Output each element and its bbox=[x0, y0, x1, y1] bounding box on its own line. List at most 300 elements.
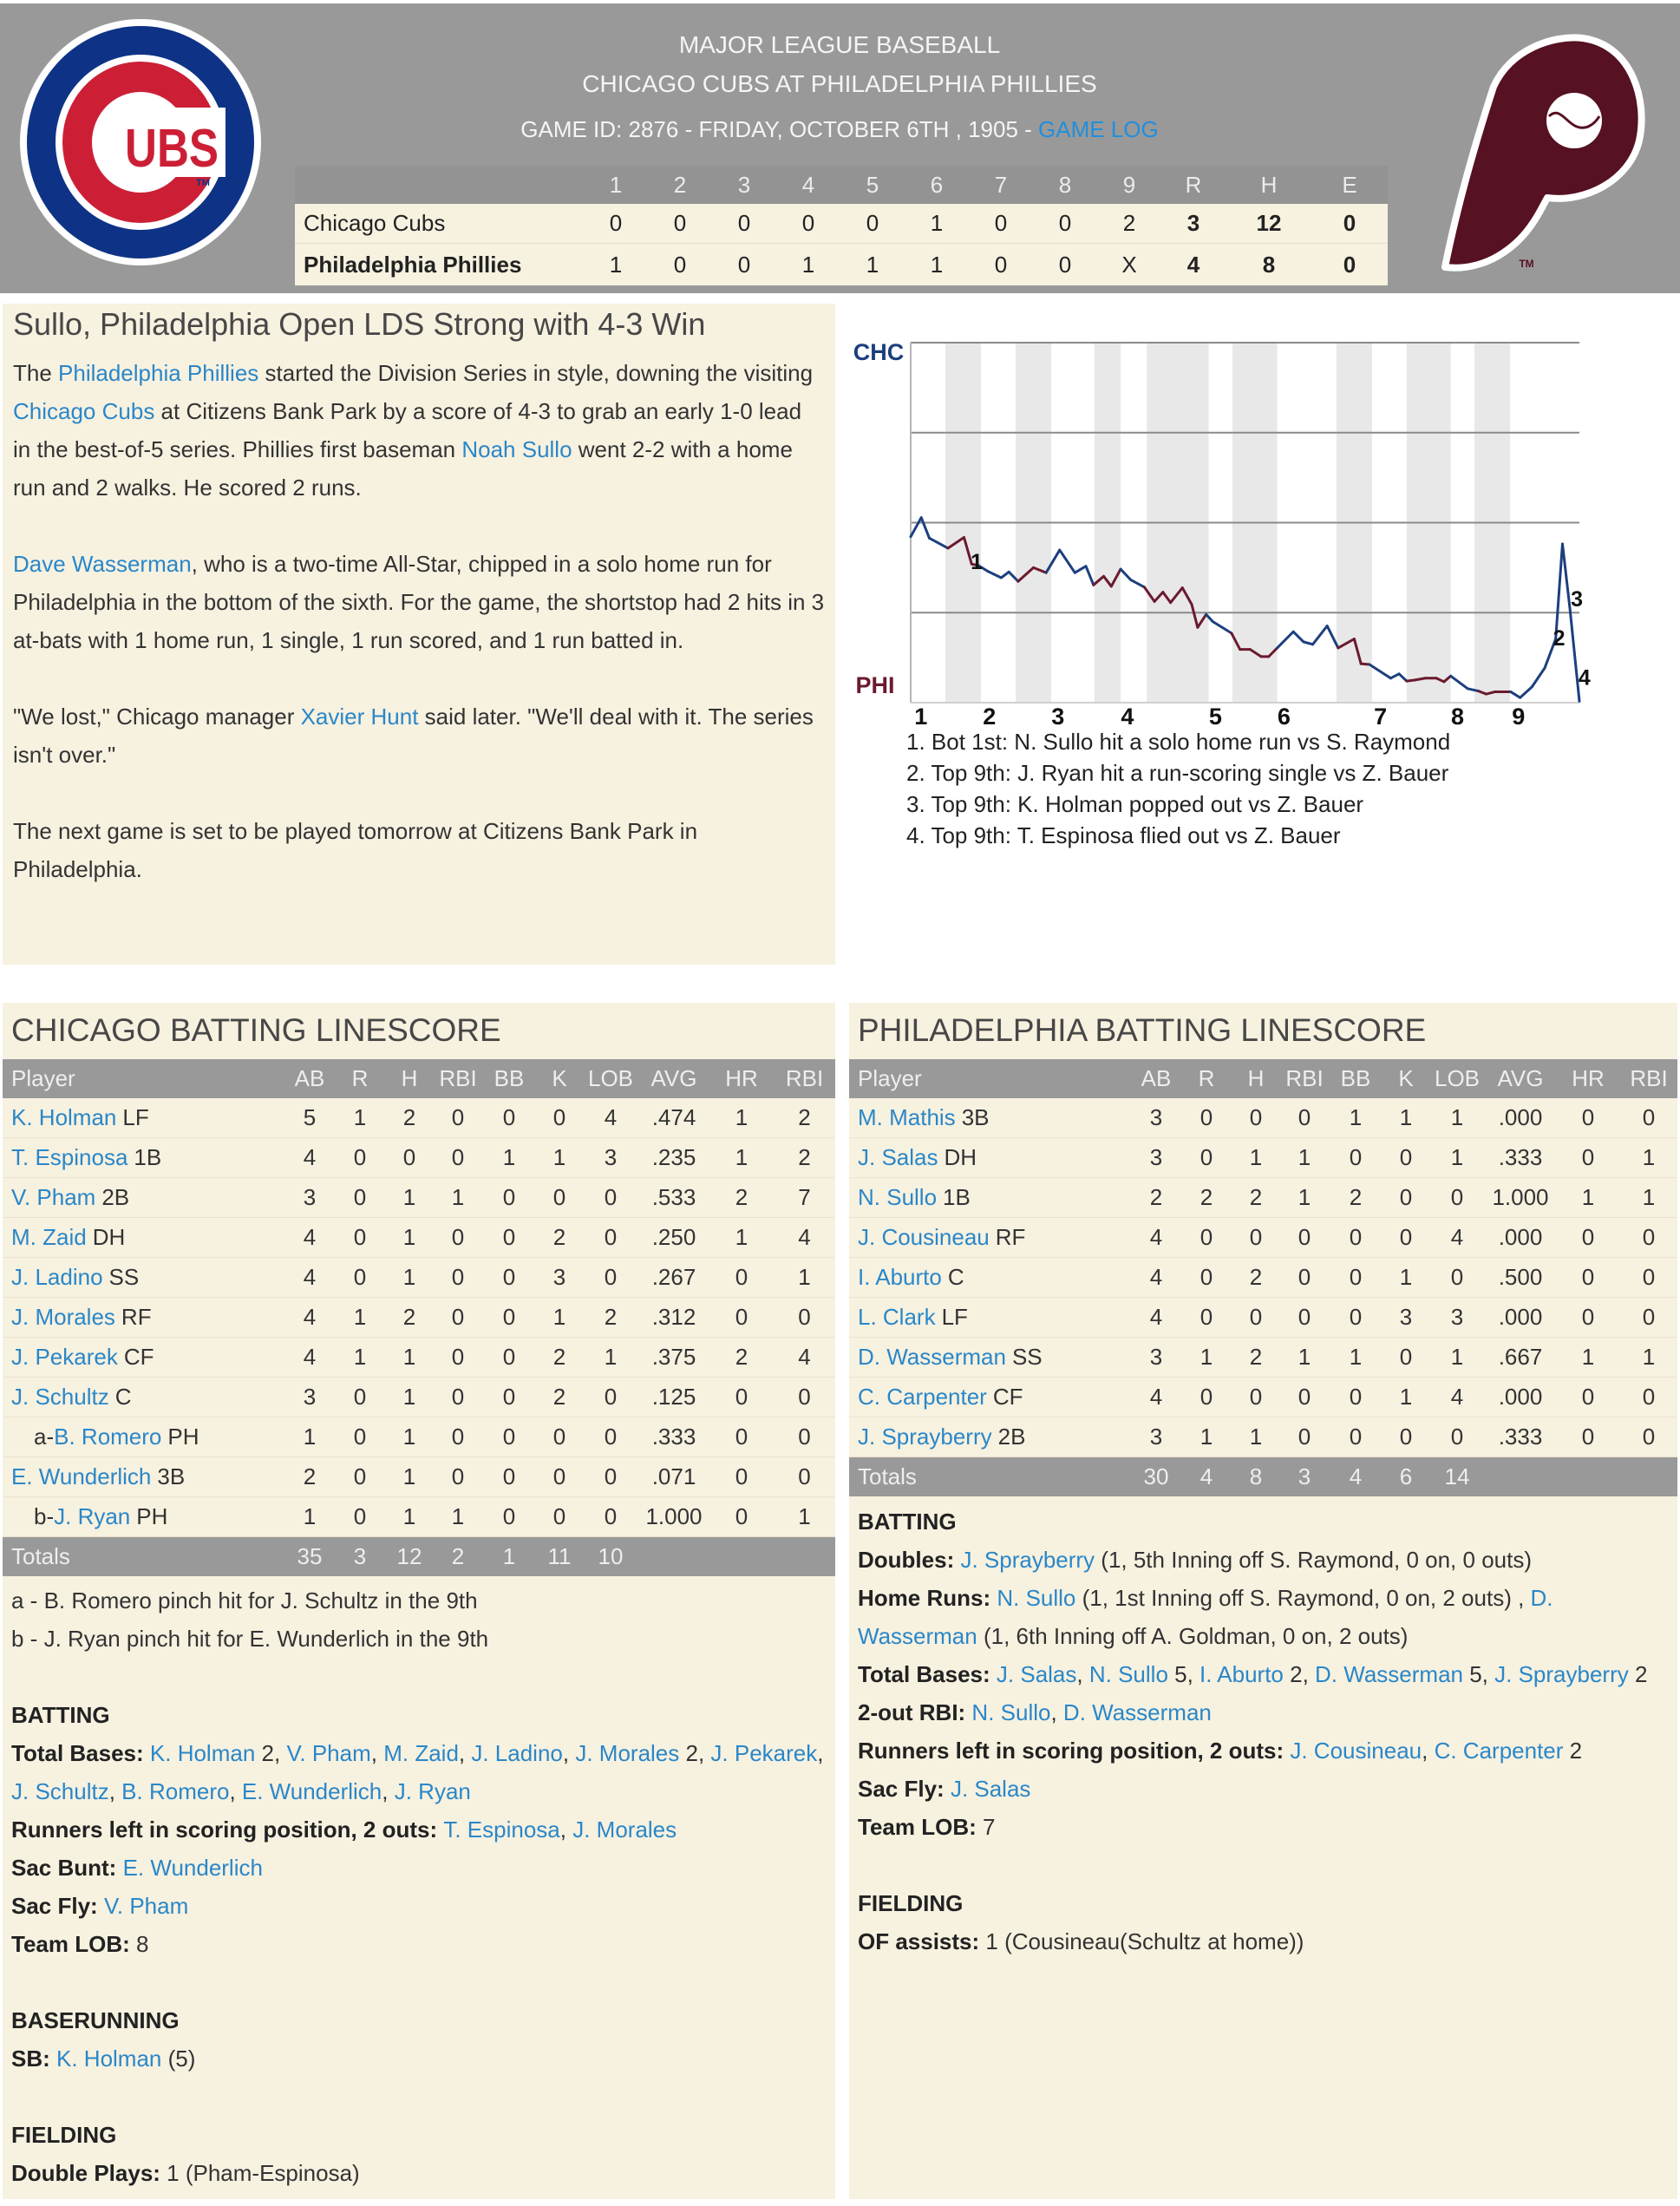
player-link[interactable]: J. Ladino bbox=[471, 1740, 563, 1766]
event-marker: 2 bbox=[1553, 625, 1566, 651]
totals-cell: 35 bbox=[297, 1543, 323, 1569]
text-segment: (1, 1st Inning off S. Raymond, 0 on, 2 outs) , bbox=[1075, 1585, 1531, 1611]
player-position: 2B bbox=[101, 1184, 130, 1210]
stat-cell: 4 bbox=[303, 1264, 317, 1290]
text-segment: 1 (Cousineau(Schultz at home)) bbox=[985, 1928, 1304, 1954]
column-header: HR bbox=[1572, 1065, 1605, 1091]
phillies-logo bbox=[1440, 29, 1648, 272]
player-position: SS bbox=[1011, 1344, 1043, 1370]
x-tick-label: 1 bbox=[914, 704, 928, 730]
inning-score: 0 bbox=[737, 251, 751, 278]
stat-cell: 1 bbox=[1581, 1184, 1595, 1210]
x-tick-label: 6 bbox=[1277, 704, 1291, 730]
stat-cell: 1 bbox=[402, 1463, 416, 1489]
player-link[interactable]: J. Schultz bbox=[11, 1384, 109, 1410]
section-spacer bbox=[3, 2078, 835, 2116]
totals-row bbox=[849, 1457, 1677, 1496]
stat-cell: .000 bbox=[1498, 1224, 1543, 1250]
stat-cell: 1 bbox=[604, 1344, 618, 1370]
stat-cell: 1 bbox=[552, 1304, 566, 1330]
stat-cell: 0 bbox=[502, 1184, 516, 1210]
text-segment: started the Division Series in style, downing the visiting bbox=[258, 360, 814, 386]
text-segment: , bbox=[817, 1740, 824, 1766]
player-link[interactable]: C. Carpenter bbox=[1434, 1738, 1564, 1764]
win-probability-segment bbox=[1293, 632, 1304, 642]
stat-cell: 0 bbox=[552, 1184, 566, 1210]
player-link[interactable]: N. Sullo bbox=[1088, 1661, 1168, 1687]
player-link[interactable]: J. Morales bbox=[11, 1304, 115, 1330]
stat-line bbox=[849, 1731, 1677, 1770]
article-body bbox=[13, 354, 825, 888]
win-probability-segment bbox=[1304, 642, 1313, 645]
game-header bbox=[0, 3, 1680, 293]
stat-cell: 1 bbox=[402, 1224, 416, 1250]
x-tick-label: 7 bbox=[1374, 704, 1388, 730]
stat-cell: 0 bbox=[798, 1463, 811, 1489]
stat-cell: 2 bbox=[1200, 1184, 1213, 1210]
linescore-column-header: R bbox=[1185, 171, 1202, 198]
article-paragraph bbox=[13, 812, 825, 888]
player-link[interactable]: L. Clark bbox=[858, 1304, 936, 1330]
chc-axis-label: CHC bbox=[853, 339, 905, 365]
stat-cell: 0 bbox=[502, 1463, 516, 1489]
stat-cell: 0 bbox=[1581, 1304, 1595, 1330]
player-position: PH bbox=[167, 1424, 199, 1450]
player-link[interactable]: Chicago Cubs bbox=[13, 398, 155, 424]
stat-cell: 0 bbox=[604, 1424, 618, 1450]
stat-cell: 3 bbox=[1149, 1104, 1163, 1130]
linescore-table bbox=[295, 166, 1388, 285]
player-position: 1B bbox=[134, 1144, 162, 1170]
article-paragraph bbox=[13, 354, 825, 507]
player-link[interactable]: V. Pham bbox=[103, 1893, 189, 1919]
stat-cell: 1 bbox=[798, 1503, 811, 1529]
player-cell bbox=[849, 1104, 1131, 1131]
legend-item: 3. Top 9th: K. Holman popped out vs Z. Bauer bbox=[906, 791, 1364, 817]
text-segment: 8 bbox=[135, 1931, 149, 1957]
table-row bbox=[3, 1098, 835, 1138]
text-segment: 7 bbox=[982, 1814, 996, 1840]
stat-cell: 0 bbox=[735, 1304, 748, 1330]
player-link[interactable]: D. Wasserman bbox=[858, 1344, 1006, 1370]
player-link[interactable]: J. Ryan bbox=[54, 1503, 131, 1529]
player-link[interactable]: Dave Wasserman bbox=[13, 551, 192, 577]
totals-cell: 3 bbox=[1298, 1463, 1311, 1489]
stat-cell: 1 bbox=[1298, 1184, 1311, 1210]
player-position: 3B bbox=[961, 1104, 990, 1130]
stat-cell: 1 bbox=[303, 1503, 317, 1529]
stat-label: Home Runs: bbox=[858, 1585, 997, 1611]
event-marker: 1 bbox=[971, 549, 984, 574]
player-link[interactable]: T. Espinosa bbox=[443, 1817, 560, 1843]
stat-cell: 0 bbox=[735, 1384, 748, 1410]
footnote: a - B. Romero pinch hit for J. Schultz in the 9th bbox=[11, 1587, 478, 1614]
section-title: BASERUNNING bbox=[11, 2007, 180, 2033]
player-link[interactable]: N. Sullo bbox=[971, 1699, 1051, 1725]
column-header: HR bbox=[725, 1065, 758, 1091]
player-link[interactable]: V. Pham bbox=[11, 1184, 96, 1210]
totals-cell: 3 bbox=[353, 1543, 367, 1569]
column-header: RBI bbox=[439, 1065, 477, 1091]
inning-score: 0 bbox=[994, 251, 1008, 278]
stat-cell: 0 bbox=[1399, 1224, 1413, 1250]
stat-line bbox=[849, 1579, 1677, 1655]
stat-cell: 1 bbox=[1399, 1264, 1413, 1290]
table-row bbox=[3, 1457, 835, 1497]
substitute-prefix: a- bbox=[34, 1424, 55, 1450]
legend-item: 1. Bot 1st: N. Sullo hit a solo home run vs S. Raymond bbox=[906, 729, 1451, 755]
linescore-team-row bbox=[295, 244, 1388, 285]
stat-cell: 1 bbox=[1450, 1344, 1464, 1370]
text-segment: , bbox=[562, 1740, 576, 1766]
stat-cell: 1 bbox=[1642, 1344, 1656, 1370]
stat-cell: 1 bbox=[451, 1503, 465, 1529]
text-segment: 2, bbox=[255, 1740, 287, 1766]
player-link[interactable]: T. Espinosa bbox=[11, 1144, 128, 1170]
player-cell bbox=[3, 1384, 284, 1411]
team-total: 0 bbox=[1343, 251, 1356, 278]
stat-cell: 0 bbox=[1349, 1144, 1363, 1170]
player-link[interactable]: D. Wasserman bbox=[1315, 1661, 1463, 1687]
inning-score: 1 bbox=[930, 210, 944, 236]
column-header: BB bbox=[494, 1065, 525, 1091]
stat-cell: 1 bbox=[1450, 1144, 1464, 1170]
stat-cell: 0 bbox=[451, 1424, 465, 1450]
team-name: Philadelphia Phillies bbox=[304, 251, 522, 278]
stat-cell: 2 bbox=[604, 1304, 618, 1330]
player-cell bbox=[3, 1184, 284, 1211]
player-link[interactable]: J. Salas bbox=[950, 1776, 1031, 1802]
table-row bbox=[3, 1378, 835, 1417]
x-tick-label: 8 bbox=[1450, 704, 1464, 730]
team-total: 8 bbox=[1262, 251, 1276, 278]
player-link[interactable]: J. Cousineau bbox=[858, 1224, 990, 1250]
stat-cell: 0 bbox=[353, 1463, 367, 1489]
win-probability-chart bbox=[844, 304, 1680, 737]
stat-cell: 0 bbox=[502, 1304, 516, 1330]
text-segment: 5, bbox=[1167, 1661, 1200, 1687]
stat-cell: 0 bbox=[1200, 1104, 1213, 1130]
inning-score: 0 bbox=[1058, 210, 1072, 236]
stat-cell: 1 bbox=[1349, 1344, 1363, 1370]
win-probability-segment bbox=[1451, 676, 1468, 689]
stat-cell: 5 bbox=[303, 1104, 317, 1130]
inning-score: 0 bbox=[994, 210, 1008, 236]
stat-cell: 0 bbox=[552, 1463, 566, 1489]
player-cell bbox=[3, 1264, 284, 1291]
player-link[interactable]: C. Carpenter bbox=[858, 1384, 987, 1410]
stat-cell: 4 bbox=[1450, 1384, 1464, 1410]
stat-cell: 0 bbox=[1298, 1304, 1311, 1330]
win-probability-segment bbox=[1278, 632, 1294, 648]
stat-cell: 0 bbox=[1200, 1384, 1213, 1410]
stat-cell: 1 bbox=[798, 1264, 811, 1290]
player-link[interactable]: J. Salas bbox=[996, 1661, 1077, 1687]
stat-cell: 0 bbox=[798, 1424, 811, 1450]
stat-label: SB: bbox=[11, 2046, 56, 2072]
stat-cell: 2 bbox=[552, 1224, 566, 1250]
player-link[interactable]: J. Sprayberry bbox=[960, 1547, 1095, 1573]
stat-cell: 1 bbox=[502, 1144, 516, 1170]
stat-cell: 0 bbox=[353, 1144, 367, 1170]
player-cell bbox=[849, 1384, 1131, 1411]
player-link[interactable]: J. Morales bbox=[572, 1817, 677, 1843]
stat-cell: 3 bbox=[604, 1144, 618, 1170]
player-link[interactable]: M. Mathis bbox=[858, 1104, 956, 1130]
stat-cell: 3 bbox=[552, 1264, 566, 1290]
player-link[interactable]: N. Sullo bbox=[858, 1184, 938, 1210]
stat-cell: 1 bbox=[1200, 1344, 1213, 1370]
x-tick-label: 9 bbox=[1512, 704, 1526, 730]
linescore-column-header: 6 bbox=[930, 171, 944, 198]
player-link[interactable]: J. Pekarek bbox=[11, 1344, 118, 1370]
column-header: K bbox=[1398, 1065, 1414, 1091]
text-segment: , who is a two-time All-Star, chipped in a solo home run for Philadelphia in the bottom of the sixth. For the game, the shortstop had 2 hits in 3 at-bats with 1 home run, 1 single, 1 run scored, and 1 run batted in. bbox=[13, 551, 825, 653]
player-link[interactable]: K. Holman bbox=[149, 1740, 256, 1766]
player-link[interactable]: I. Aburto bbox=[858, 1264, 942, 1290]
stat-cell: 0 bbox=[552, 1503, 566, 1529]
stat-label: Total Bases: bbox=[858, 1661, 997, 1687]
player-position: 1B bbox=[943, 1184, 971, 1210]
stat-cell: 0 bbox=[1200, 1224, 1213, 1250]
player-link[interactable]: Noah Sullo bbox=[461, 436, 572, 462]
stat-cell: 0 bbox=[1200, 1264, 1213, 1290]
stat-cell: 0 bbox=[1642, 1104, 1656, 1130]
player-link[interactable]: B. Romero bbox=[121, 1778, 230, 1804]
player-cell bbox=[849, 1424, 1131, 1450]
player-cell bbox=[3, 1224, 284, 1251]
stat-cell: 4 bbox=[1149, 1224, 1163, 1250]
stat-cell: 3 bbox=[1149, 1344, 1163, 1370]
inning-score: 1 bbox=[609, 251, 623, 278]
inning-score: 0 bbox=[1058, 251, 1072, 278]
stat-cell: 0 bbox=[1349, 1424, 1363, 1450]
stat-cell: 1 bbox=[1399, 1384, 1413, 1410]
logo-letters: UBS bbox=[125, 119, 219, 179]
win-probability-segment bbox=[1060, 550, 1075, 573]
totals-row bbox=[3, 1537, 835, 1576]
text-segment: , bbox=[229, 1778, 242, 1804]
column-header: RBI bbox=[785, 1065, 824, 1091]
totals-cell: 1 bbox=[502, 1543, 516, 1569]
player-link[interactable]: I. Aburto bbox=[1200, 1661, 1284, 1687]
totals-cell: 12 bbox=[396, 1543, 422, 1569]
section-title: BATTING bbox=[11, 1702, 110, 1728]
win-probability-segment bbox=[1131, 579, 1145, 586]
stat-cell: 0 bbox=[1450, 1264, 1464, 1290]
stat-cell: 0 bbox=[1249, 1304, 1263, 1330]
text-segment: 2 bbox=[1563, 1738, 1583, 1764]
player-link[interactable]: Xavier Hunt bbox=[300, 704, 419, 730]
stat-cell: 0 bbox=[552, 1104, 566, 1130]
stat-cell: 0 bbox=[1642, 1384, 1656, 1410]
linescore-column-header: 1 bbox=[609, 171, 623, 198]
stat-cell: .667 bbox=[1498, 1344, 1543, 1370]
stat-cell: 0 bbox=[451, 1104, 465, 1130]
text-segment: , bbox=[370, 1740, 384, 1766]
text-segment: , bbox=[1422, 1738, 1435, 1764]
table-row bbox=[3, 1138, 835, 1178]
text-segment: said later. "We'll deal with it. The series isn't over." bbox=[13, 704, 814, 768]
stat-cell: 0 bbox=[1298, 1424, 1311, 1450]
stat-cell: 0 bbox=[1642, 1424, 1656, 1450]
text-segment: 2, bbox=[679, 1740, 711, 1766]
player-link[interactable]: B. Romero bbox=[54, 1424, 162, 1450]
table-row bbox=[3, 1417, 835, 1457]
stat-cell: 4 bbox=[303, 1224, 317, 1250]
player-link[interactable]: J. Sprayberry bbox=[1494, 1661, 1629, 1687]
chart-event-legend bbox=[906, 726, 1450, 851]
stat-cell: 0 bbox=[735, 1264, 748, 1290]
stat-cell: .071 bbox=[651, 1463, 696, 1489]
stat-line bbox=[849, 1922, 1677, 1961]
win-probability-segment bbox=[929, 538, 947, 548]
player-link[interactable]: J. Pekarek bbox=[710, 1740, 818, 1766]
player-link[interactable]: J. Schultz bbox=[11, 1778, 109, 1804]
win-probability-segment bbox=[988, 572, 1002, 578]
stat-cell: 0 bbox=[502, 1424, 516, 1450]
stat-cell: 0 bbox=[451, 1384, 465, 1410]
player-link[interactable]: J. Sprayberry bbox=[858, 1424, 992, 1450]
section-title: BATTING bbox=[858, 1509, 957, 1535]
stat-cell: 1 bbox=[402, 1184, 416, 1210]
table-row bbox=[849, 1258, 1677, 1298]
stat-line bbox=[3, 1925, 835, 1963]
stat-cell: 1 bbox=[451, 1184, 465, 1210]
stat-cell: 1 bbox=[1349, 1104, 1363, 1130]
stat-cell: 3 bbox=[1149, 1144, 1163, 1170]
text-segment: , bbox=[1076, 1661, 1089, 1687]
player-link[interactable]: V. Pham bbox=[286, 1740, 371, 1766]
player-link[interactable]: D. Wasserman bbox=[858, 1585, 1553, 1649]
stat-cell: 2 bbox=[798, 1104, 811, 1130]
player-position: C bbox=[114, 1384, 132, 1410]
player-link[interactable]: M. Zaid bbox=[11, 1224, 87, 1250]
text-segment: 2, bbox=[1283, 1661, 1316, 1687]
player-cell bbox=[849, 1224, 1131, 1251]
game-log-link[interactable]: GAME LOG bbox=[1038, 116, 1159, 142]
text-segment: , bbox=[108, 1778, 122, 1804]
player-cell bbox=[3, 1144, 284, 1171]
stat-cell: 0 bbox=[1249, 1384, 1263, 1410]
stat-cell: 2 bbox=[798, 1144, 811, 1170]
player-link[interactable]: J. Cousineau bbox=[1290, 1738, 1422, 1764]
stat-cell: 1 bbox=[303, 1424, 317, 1450]
stat-cell: 4 bbox=[1149, 1384, 1163, 1410]
text-segment: (1, 6th Inning off A. Goldman, 0 on, 2 outs) bbox=[977, 1623, 1409, 1649]
stat-cell: 1 bbox=[1581, 1344, 1595, 1370]
stat-cell: .000 bbox=[1498, 1384, 1543, 1410]
player-link[interactable]: Philadelphia Phillies bbox=[58, 360, 259, 386]
article-paragraph bbox=[13, 545, 825, 659]
player-link[interactable]: E. Wunderlich bbox=[241, 1778, 382, 1804]
section-spacer bbox=[849, 1846, 1677, 1884]
stat-cell: 0 bbox=[1642, 1224, 1656, 1250]
stat-line bbox=[3, 2154, 835, 2192]
stat-line bbox=[3, 2039, 835, 2078]
linescore-column-header: 2 bbox=[673, 171, 687, 198]
game-id-date: GAME ID: 2876 - FRIDAY, OCTOBER 6TH , 1905 - bbox=[520, 116, 1039, 142]
article-paragraph bbox=[13, 697, 825, 774]
player-link[interactable]: E. Wunderlich bbox=[122, 1855, 263, 1881]
player-position: 2B bbox=[997, 1424, 1026, 1450]
stat-cell: 3 bbox=[303, 1184, 317, 1210]
stat-cell: 0 bbox=[451, 1344, 465, 1370]
stat-cell: 1 bbox=[735, 1144, 748, 1170]
stat-cell: 2 bbox=[1249, 1344, 1263, 1370]
stat-line bbox=[849, 1808, 1677, 1846]
stat-cell: 0 bbox=[502, 1503, 516, 1529]
stat-cell: 0 bbox=[502, 1104, 516, 1130]
stat-cell: 0 bbox=[604, 1264, 618, 1290]
game-recap-article bbox=[3, 304, 835, 965]
stat-cell: 0 bbox=[1399, 1344, 1413, 1370]
stat-cell: 2 bbox=[1349, 1184, 1363, 1210]
stat-cell: 1 bbox=[1642, 1184, 1656, 1210]
inning-score: 1 bbox=[866, 251, 879, 278]
stat-cell: 0 bbox=[604, 1384, 618, 1410]
stat-line bbox=[3, 1734, 835, 1810]
win-probability-segment bbox=[1532, 668, 1545, 687]
column-header: H bbox=[401, 1065, 418, 1091]
stat-cell: 0 bbox=[1298, 1104, 1311, 1130]
stat-cell: 1 bbox=[402, 1384, 416, 1410]
inning-score: 0 bbox=[609, 210, 623, 236]
stat-label: Runners left in scoring position, 2 outs: bbox=[858, 1738, 1291, 1764]
stat-cell: 0 bbox=[1581, 1264, 1595, 1290]
player-cell bbox=[849, 1264, 1131, 1291]
stat-cell: 0 bbox=[353, 1384, 367, 1410]
table-row bbox=[3, 1298, 835, 1338]
stat-line bbox=[849, 1541, 1677, 1579]
stat-cell: 2 bbox=[402, 1104, 416, 1130]
player-link[interactable]: J. Morales bbox=[575, 1740, 680, 1766]
team-total: 3 bbox=[1186, 210, 1200, 236]
player-link[interactable]: J. Ladino bbox=[11, 1264, 103, 1290]
player-cell bbox=[3, 1344, 284, 1371]
stat-cell: 1 bbox=[1450, 1104, 1464, 1130]
player-link[interactable]: K. Holman bbox=[11, 1104, 117, 1130]
linescore-column-header: 7 bbox=[994, 171, 1008, 198]
inning-score: 0 bbox=[673, 251, 687, 278]
player-link[interactable]: E. Wunderlich bbox=[11, 1463, 152, 1489]
column-header: AVG bbox=[1497, 1065, 1544, 1091]
stat-cell: 0 bbox=[1298, 1264, 1311, 1290]
inning-score: 1 bbox=[801, 251, 815, 278]
logo-trademark: TM bbox=[196, 178, 210, 188]
table-row bbox=[849, 1338, 1677, 1378]
stat-cell: .235 bbox=[651, 1144, 696, 1170]
stat-label: Sac Bunt: bbox=[11, 1855, 123, 1881]
event-marker: 3 bbox=[1571, 587, 1584, 612]
inning-score: 0 bbox=[737, 210, 751, 236]
player-link[interactable]: K. Holman bbox=[56, 2046, 162, 2072]
stat-label: Runners left in scoring position, 2 outs: bbox=[11, 1817, 444, 1843]
inning-score: 0 bbox=[673, 210, 687, 236]
player-link[interactable]: J. Ryan bbox=[394, 1778, 471, 1804]
stat-label: OF assists: bbox=[858, 1928, 986, 1954]
player-link[interactable]: N. Sullo bbox=[997, 1585, 1076, 1611]
stat-label: Team LOB: bbox=[858, 1814, 983, 1840]
player-link[interactable]: M. Zaid bbox=[383, 1740, 459, 1766]
player-link[interactable]: D. Wasserman bbox=[1062, 1699, 1212, 1725]
player-position: DH bbox=[944, 1144, 977, 1170]
player-link[interactable]: J. Salas bbox=[858, 1144, 938, 1170]
stat-cell: 0 bbox=[451, 1144, 465, 1170]
event-marker: 4 bbox=[1578, 665, 1591, 691]
stat-cell: 0 bbox=[1581, 1424, 1595, 1450]
player-position: RF bbox=[121, 1304, 152, 1330]
